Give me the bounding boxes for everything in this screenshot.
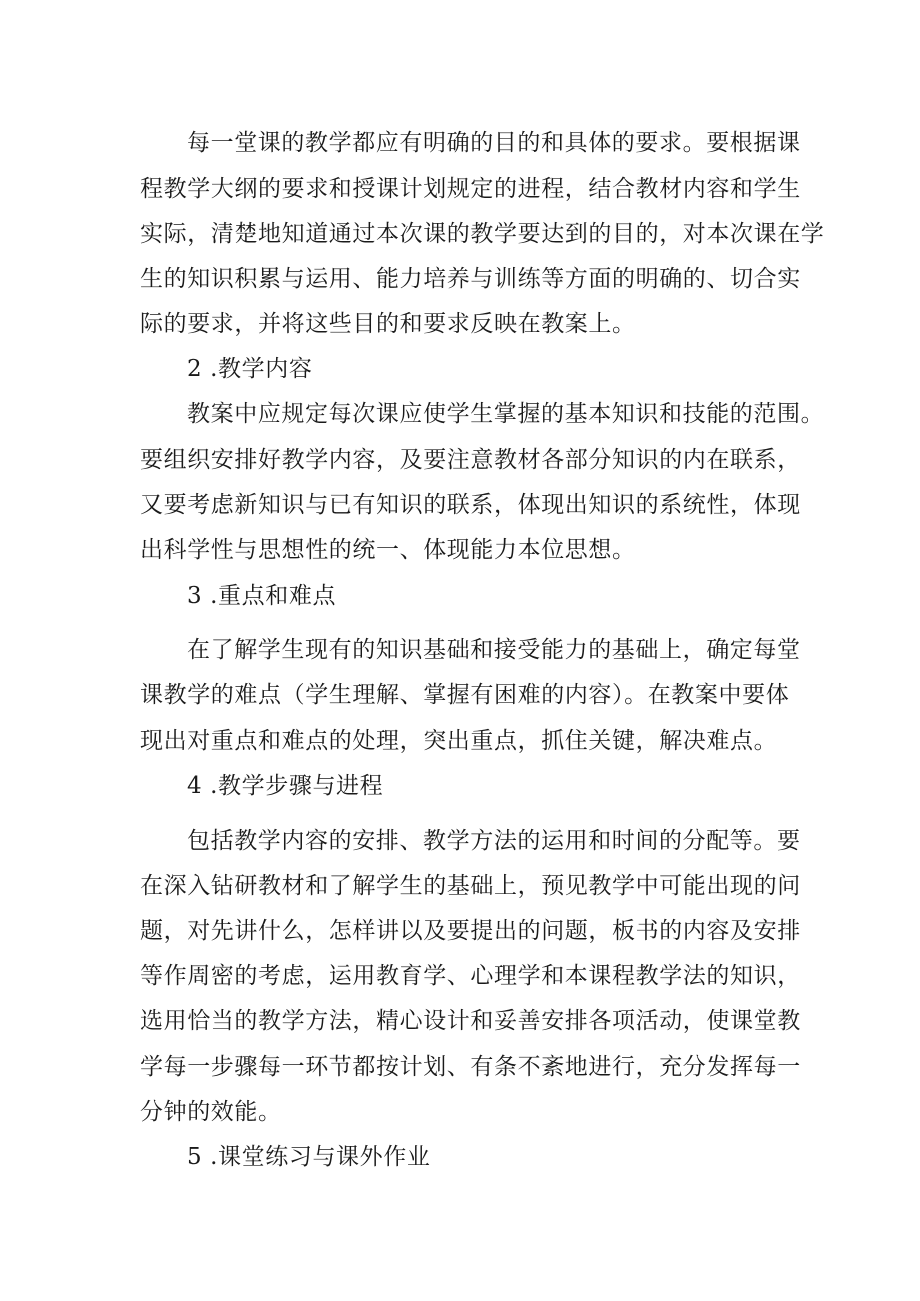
section-heading-teaching-steps: 4 .教学步骤与进程: [187, 773, 384, 799]
paragraph-1-line-4: 生的知识积累与运用、能力培养与训练等方面的明确的、切合实: [140, 266, 801, 292]
paragraph-4-line-4: 等作周密的考虑，运用教育学、心理学和本课程教学法的知识，: [140, 963, 801, 989]
paragraph-4-line-2: 在深入钻研教材和了解学生的基础上，预见教学中可能出现的问: [140, 873, 801, 899]
section-heading-teaching-content: 2 .教学内容: [187, 356, 313, 382]
paragraph-1-line-3: 实际，清楚地知道通过本次课的教学要达到的目的，对本次课在学: [140, 221, 825, 247]
paragraph-3-line-3: 现出对重点和难点的处理，突出重点，抓住关键，解决难点。: [140, 728, 778, 754]
paragraph-1-line-5: 际的要求，并将这些目的和要求反映在教案上。: [140, 311, 636, 337]
paragraph-4-line-1: 包括教学内容的安排、教学方法的运用和时间的分配等。要: [187, 828, 801, 854]
paragraph-4-line-6: 学每一步骤每一环节都按计划、有条不紊地进行，充分发挥每一: [140, 1054, 801, 1080]
paragraph-4-line-5: 选用恰当的教学方法，精心设计和妥善安排各项活动，使课堂教: [140, 1008, 801, 1034]
paragraph-1-line-1: 每一堂课的教学都应有明确的目的和具体的要求。要根据课: [187, 130, 801, 156]
paragraph-2-line-3: 又要考虑新知识与已有知识的联系，体现出知识的系统性，体现: [140, 492, 801, 518]
paragraph-4-line-3: 题，对先讲什么，怎样讲以及要提出的问题，板书的内容及安排: [140, 918, 801, 944]
paragraph-2-line-2: 要组织安排好教学内容，及要注意教材各部分知识的内在联系，: [140, 447, 801, 473]
paragraph-1-line-2: 程教学大纲的要求和授课计划规定的进程，结合教材内容和学生: [140, 176, 801, 202]
paragraph-4-line-7: 分钟的效能。: [140, 1099, 282, 1125]
section-heading-exercises: 5 .课堂练习与课外作业: [187, 1144, 431, 1170]
paragraph-3-line-1: 在了解学生现有的知识基础和接受能力的基础上，确定每堂: [187, 637, 801, 663]
paragraph-2-line-1: 教案中应规定每次课应使学生掌握的基本知识和技能的范围。: [187, 401, 825, 427]
paragraph-3-line-2: 课教学的难点（学生理解、掌握有困难的内容）。在教案中要体: [140, 682, 790, 708]
section-heading-key-points: 3 .重点和难点: [187, 583, 337, 609]
paragraph-2-line-4: 出科学性与思想性的统一、体现能力本位思想。: [140, 537, 636, 563]
